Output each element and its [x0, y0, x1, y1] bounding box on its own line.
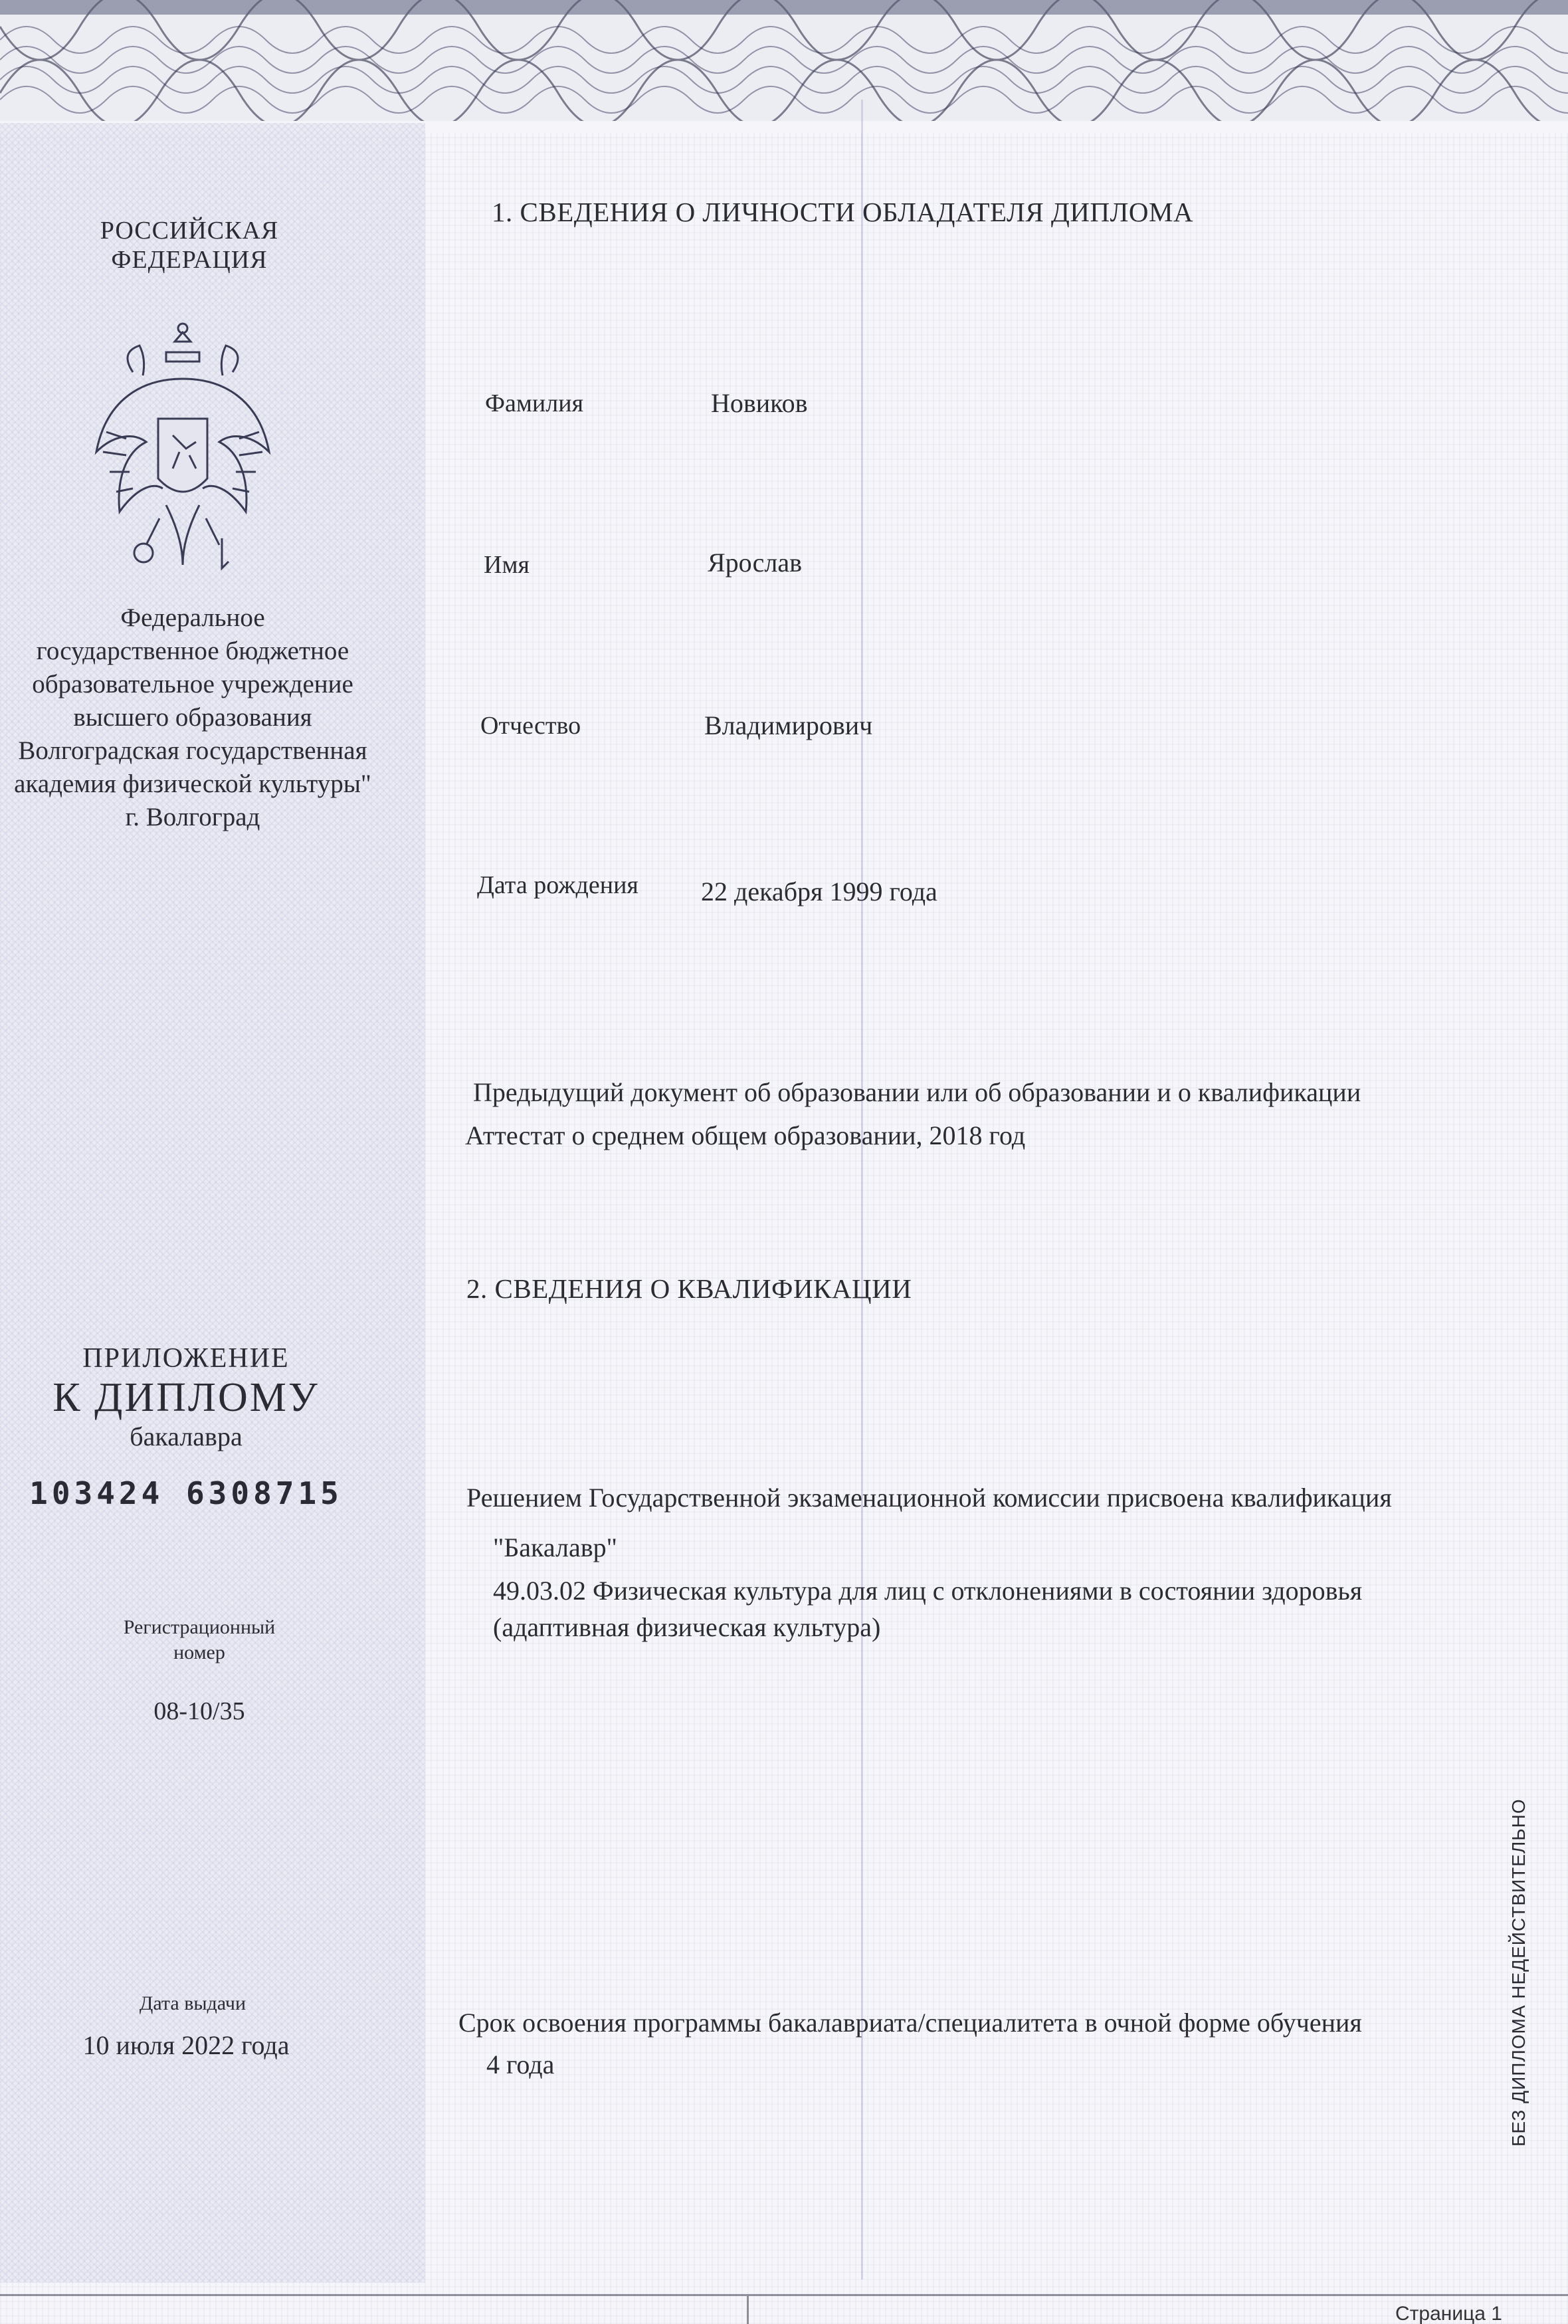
- guilloche-border-pattern: [0, 0, 1568, 133]
- birth-date-label: Дата рождения: [477, 871, 638, 899]
- annex-title: ПРИЛОЖЕНИЕ: [82, 1343, 290, 1374]
- surname-value: Новиков: [711, 388, 808, 418]
- name-label: Имя: [484, 551, 530, 579]
- registration-number: 08-10/35: [153, 1697, 245, 1725]
- patronymic-value: Владимирович: [704, 710, 873, 740]
- registration-label: Регистрационный номер: [123, 1616, 276, 1663]
- institution-name: [0, 601, 385, 834]
- birth-date-value: 22 декабря 1999 года: [701, 877, 937, 906]
- institution-line: образовательное учреждение: [32, 670, 353, 698]
- surname-label: Фамилия: [485, 389, 584, 417]
- country-name: РОССИЙСКАЯ ФЕДЕРАЦИЯ: [100, 217, 279, 274]
- previous-document-value: Аттестат о среднем общем образовании, 2018 год: [465, 1120, 1026, 1150]
- institution-line: Волгоградская государственная: [18, 736, 367, 765]
- section2-heading: 2. СВЕДЕНИЯ О КВАЛИФИКАЦИИ: [466, 1273, 912, 1304]
- institution-line: Федеральное: [120, 603, 265, 632]
- institution-line: г. Волгоград: [125, 803, 260, 831]
- patronymic-label: Отчество: [480, 712, 581, 740]
- study-duration-label: Срок освоения программы бакалавриата/специалитета в очной форме обучения: [458, 2008, 1362, 2038]
- annex-subtitle: К ДИПЛОМУ: [52, 1375, 320, 1420]
- specialty-note: (адаптивная физическая культура): [493, 1612, 881, 1642]
- page-number: Страница 1: [1395, 2303, 1502, 2324]
- qualification-decision-text: Решением Государственной экзаменационной комиссии присвоена квалификация: [466, 1483, 1392, 1513]
- institution-line: высшего образования: [73, 703, 312, 732]
- study-duration-value: 4 года: [486, 2050, 555, 2079]
- issue-date-label: Дата выдачи: [139, 1992, 246, 2014]
- fold-line: [861, 100, 863, 2279]
- section1-heading: 1. СВЕДЕНИЯ О ЛИЧНОСТИ ОБЛАДАТЕЛЯ ДИПЛОМА: [492, 197, 1194, 227]
- specialty-value: 49.03.02 Физическая культура для лиц с отклонениями в состоянии здоровья: [493, 1576, 1363, 1606]
- qualification-value: "Бакалавр": [493, 1532, 617, 1562]
- issue-date: 10 июля 2022 года: [82, 2030, 290, 2060]
- institution-line: государственное бюджетное: [36, 637, 349, 665]
- page-bottom-edge: [0, 2294, 1568, 2296]
- coat-of-arms-icon: [80, 319, 286, 585]
- institution-line: академия физической культуры": [14, 770, 371, 798]
- degree-level: бакалавра: [130, 1422, 243, 1451]
- fold-mark: [747, 2296, 749, 2324]
- previous-document-label: Предыдущий документ об образовании или об образовании и о квалификации: [473, 1077, 1361, 1107]
- name-value: Ярослав: [708, 548, 803, 578]
- validity-note: БЕЗ ДИПЛОМА НЕДЕЙСТВИТЕЛЬНО: [1508, 1798, 1529, 2147]
- document-number: 103424 6308715: [29, 1475, 343, 1511]
